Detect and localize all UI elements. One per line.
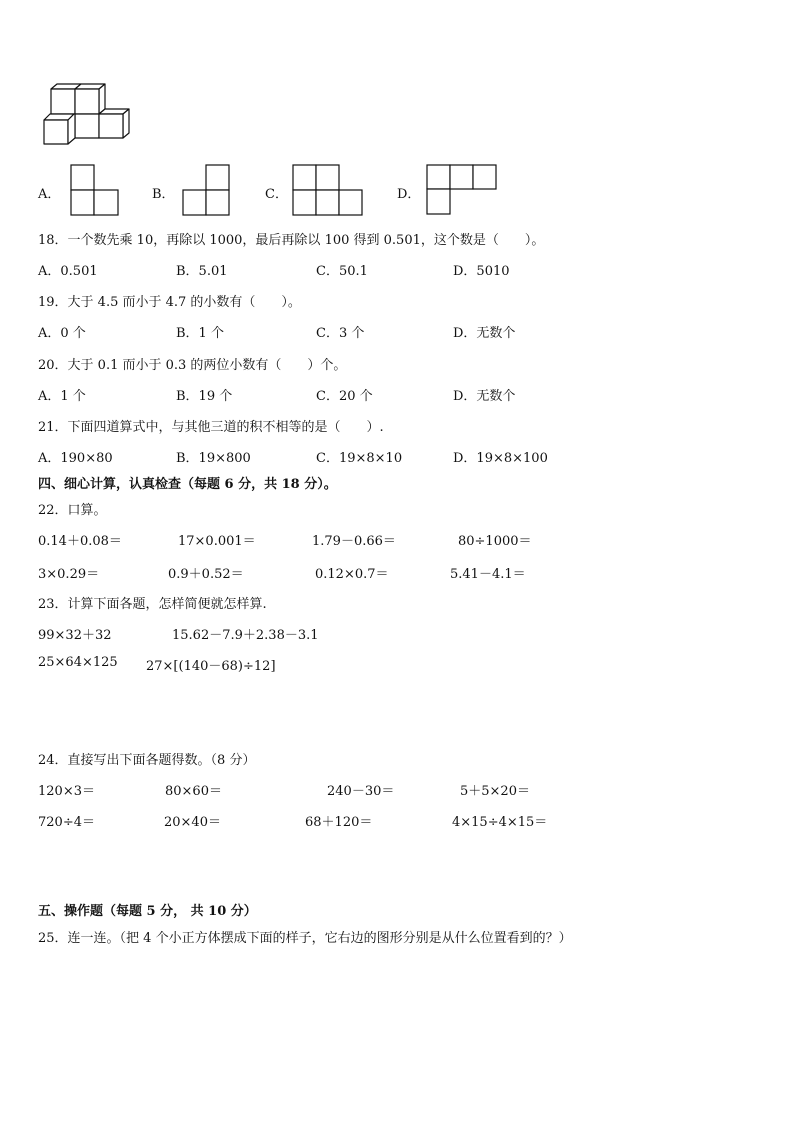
q19-stem: 19．大于 4.5 而小于 4.7 的小数有（ ）。 xyxy=(38,295,301,310)
q22-item: 0.12×0.7＝ xyxy=(315,567,389,582)
q21-stem: 21．下面四道算式中，与其他三道的积不相等的是（ ）. xyxy=(38,420,384,435)
q20-stem: 20．大于 0.1 而小于 0.3 的两位小数有（ ）个。 xyxy=(38,358,347,373)
q20-option-a[interactable]: A．1 个 xyxy=(38,389,86,404)
q19-option-c[interactable]: C．3 个 xyxy=(316,326,365,341)
q20-option-c[interactable]: C．20 个 xyxy=(316,389,373,404)
q22-item: 0.9＋0.52＝ xyxy=(168,567,244,582)
q24-item: 80×60＝ xyxy=(165,784,222,799)
q22-item: 3×0.29＝ xyxy=(38,567,100,582)
q18-stem: 18．一个数先乘 10，再除以 1000，最后再除以 100 得到 0.501，这个数是（ ）。 xyxy=(38,233,545,248)
q18-option-b[interactable]: B．5.01 xyxy=(176,264,228,279)
cube-stack-figure xyxy=(40,84,135,149)
q22-item: 80÷1000＝ xyxy=(458,534,532,549)
view-option-d[interactable] xyxy=(427,165,499,215)
q20-option-d[interactable]: D．无数个 xyxy=(453,389,516,404)
option-a-label: A． xyxy=(38,187,61,202)
option-b-label: B． xyxy=(152,187,175,202)
view-option-a[interactable] xyxy=(71,165,119,215)
option-d-label: D． xyxy=(397,187,421,202)
q19-option-d[interactable]: D．无数个 xyxy=(453,326,516,341)
q23-item: 27×[(140－68)÷12] xyxy=(146,659,276,674)
q22-item: 17×0.001＝ xyxy=(178,534,256,549)
q24-item: 5＋5×20＝ xyxy=(460,784,530,799)
q22-item: 5.41－4.1＝ xyxy=(450,567,526,582)
q22-item: 0.14＋0.08＝ xyxy=(38,534,122,549)
q24-stem: 24．直接写出下面各题得数。（8 分） xyxy=(38,753,256,768)
q21-option-b[interactable]: B．19×800 xyxy=(176,451,251,466)
q23-item: 15.62－7.9＋2.38－3.1 xyxy=(172,628,319,643)
section-4-title: 四、细心计算，认真检查（每题 6 分，共 18 分）。 xyxy=(38,477,337,492)
q24-item: 68＋120＝ xyxy=(305,815,373,830)
q24-item: 4×15÷4×15＝ xyxy=(452,815,548,830)
q19-option-b[interactable]: B．1 个 xyxy=(176,326,224,341)
q19-option-a[interactable]: A．0 个 xyxy=(38,326,86,341)
q24-item: 120×3＝ xyxy=(38,784,95,799)
q18-option-d[interactable]: D．5010 xyxy=(453,264,510,279)
q21-option-d[interactable]: D．19×8×100 xyxy=(453,451,548,466)
q22-stem: 22．口算。 xyxy=(38,503,107,518)
q25-stem: 25．连一连。（把 4 个小正方体摆成下面的样子，它右边的图形分别是从什么位置看到的？） xyxy=(38,931,572,946)
q23-item: 25×64×125 xyxy=(38,655,118,670)
q23-item: 99×32＋32 xyxy=(38,628,112,643)
q20-option-b[interactable]: B．19 个 xyxy=(176,389,233,404)
q23-stem: 23．计算下面各题，怎样简便就怎样算. xyxy=(38,597,267,612)
q24-item: 20×40＝ xyxy=(164,815,221,830)
q24-item: 240－30＝ xyxy=(327,784,395,799)
q24-item: 720÷4＝ xyxy=(38,815,95,830)
view-option-b[interactable] xyxy=(183,165,231,215)
option-c-label: C． xyxy=(265,187,288,202)
q22-item: 1.79－0.66＝ xyxy=(312,534,396,549)
q18-option-a[interactable]: A．0.501 xyxy=(38,264,98,279)
view-option-c[interactable] xyxy=(293,165,365,215)
q18-option-c[interactable]: C．50.1 xyxy=(316,264,368,279)
q21-option-a[interactable]: A．190×80 xyxy=(38,451,113,466)
section-5-title: 五、操作题（每题 5 分， 共 10 分） xyxy=(38,904,257,919)
q21-option-c[interactable]: C．19×8×10 xyxy=(316,451,403,466)
